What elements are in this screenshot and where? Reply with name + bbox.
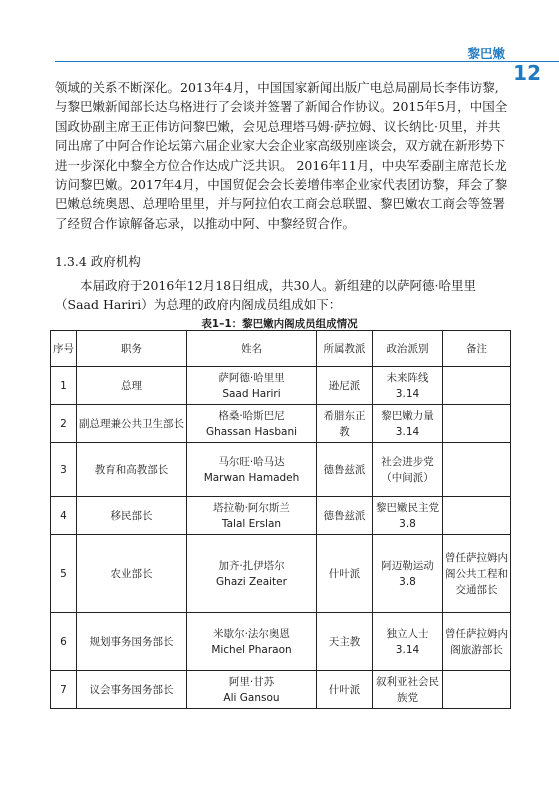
cell-sect: 逊尼派 [317,367,373,405]
cell-name [187,671,317,709]
cell-no: 4 [51,497,77,535]
table-row [51,497,511,535]
cell-sect: 德鲁兹派 [317,443,373,497]
header-name: 姓名 [187,331,317,367]
cell-note: 曾任萨拉姆内阁旅游部长 [443,613,511,671]
cell-party: 黎巴嫩力量 3.14 [373,405,443,443]
cell-party: 阿迈勒运动3.8 [373,535,443,613]
name-en: Ghassan Hasbani [205,425,298,438]
table-row [51,535,511,613]
name-en: Ghazi Zeaiter [216,575,287,588]
header-rule [55,61,559,62]
cell-sect: 什叶派 [317,671,373,709]
cell-no: 1 [51,367,77,405]
cell-name [187,443,317,497]
cell-note [443,443,511,497]
cell-name [187,497,317,535]
cell-party: 黎巴嫩民主党 3.8 [373,497,443,535]
name-cn: 塔拉勒·阿尔斯兰 [213,501,290,514]
cell-name [187,535,317,613]
body-paragraph-2: 本届政府于2016年12月18日组成，共30人。新组建的以萨阿德·哈里里（Saad Hariri）为总理的政府内阁成员组成如下： [55,278,477,313]
cell-name [187,613,317,671]
cabinet-table [50,330,511,709]
cell-position: 总理 [77,367,187,405]
cell-position: 移民部长 [77,497,187,535]
table-row [51,671,511,709]
body-paragraph-1: 领域的关系不断深化。2013年4月，中国国家新闻出版广电总局副局长李伟访黎,与黎巴嫩新闻部长达乌格进行了会谈并签署了新闻合作协议。2015年5月，中国全国政协副主席王正伟访问黎巴嫩，会见总理塔马姆·萨拉姆、议长纳比·贝里，并共同出席了中阿合作论坛第六届企业家大会企业家高级别座谈会，双方就在新形势下进一步深化中黎全方位合作达成广泛共识。 2016年11月，中央军委副主席范长龙访问黎巴嫩。2017年4月，中国贸促会会长姜增伟率企业家代表团访黎，拜会了黎巴嫩总统奥恩、总理哈里里，并与阿拉伯农工商会总联盟、黎巴嫩农工商会等签署了经贸合作谅解备忘录，以推动中阿、中黎经贸合作。 [55,80,508,231]
cell-note [443,405,511,443]
name-en: Saad Hariri [222,387,281,400]
table-row [51,443,511,497]
header-no: 序号 [51,331,77,367]
cell-sect: 德鲁兹派 [317,497,373,535]
cell-position: 教育和高教部长 [77,443,187,497]
cell-note: 曾任萨拉姆内阁公共工程和交通部长 [443,535,511,613]
cell-position: 农业部长 [77,535,187,613]
cell-party: 未来阵线3.14 [373,367,443,405]
table-caption: 表1–1：黎巴嫩内阁成员组成情况 [201,318,358,330]
name-en: Michel Pharaon [211,643,292,656]
page-number: 12 [513,61,541,85]
cell-name [187,405,317,443]
cell-position: 议会事务国务部长 [77,671,187,709]
cell-no: 3 [51,443,77,497]
header-party: 政治派别 [373,331,443,367]
name-en: Talal Erslan [221,517,282,530]
cell-note [443,367,511,405]
header-position: 职务 [77,331,187,367]
name-en: Marwan Hamadeh [203,471,300,484]
cell-position: 规划事务国务部长 [77,613,187,671]
name-cn: 米歇尔·法尔奥恩 [213,627,290,640]
cell-no: 6 [51,613,77,671]
cell-note [443,671,511,709]
cell-party: 社会进步党（中间派） [373,443,443,497]
header-title: 黎巴嫩 [467,46,505,61]
cell-no: 7 [51,671,77,709]
table-row [51,367,511,405]
cell-no: 2 [51,405,77,443]
cell-party: 独立人士3.14 [373,613,443,671]
cell-party: 叙利亚社会民族党 [373,671,443,709]
cell-note [443,497,511,535]
cell-sect: 希腊东正教 [317,405,373,443]
name-cn: 加齐·扎伊塔尔 [218,559,285,572]
cell-sect: 天主教 [317,613,373,671]
name-cn: 格桑·哈斯巴尼 [218,409,285,422]
cell-sect: 什叶派 [317,535,373,613]
name-en: Ali Gansou [223,691,280,704]
cell-position: 副总理兼公共卫生部长 [77,405,187,443]
name-cn: 阿里·甘苏 [228,675,275,688]
table-row [51,613,511,671]
header-note: 备注 [443,331,511,367]
cell-name [187,367,317,405]
name-cn: 萨阿德·哈里里 [218,371,285,384]
cell-no: 5 [51,535,77,613]
name-cn: 马尔旺·哈马达 [218,455,285,468]
section-heading: 1.3.4 政府机构 [55,254,141,269]
table-row [51,405,511,443]
header-sect: 所属教派 [317,331,373,367]
